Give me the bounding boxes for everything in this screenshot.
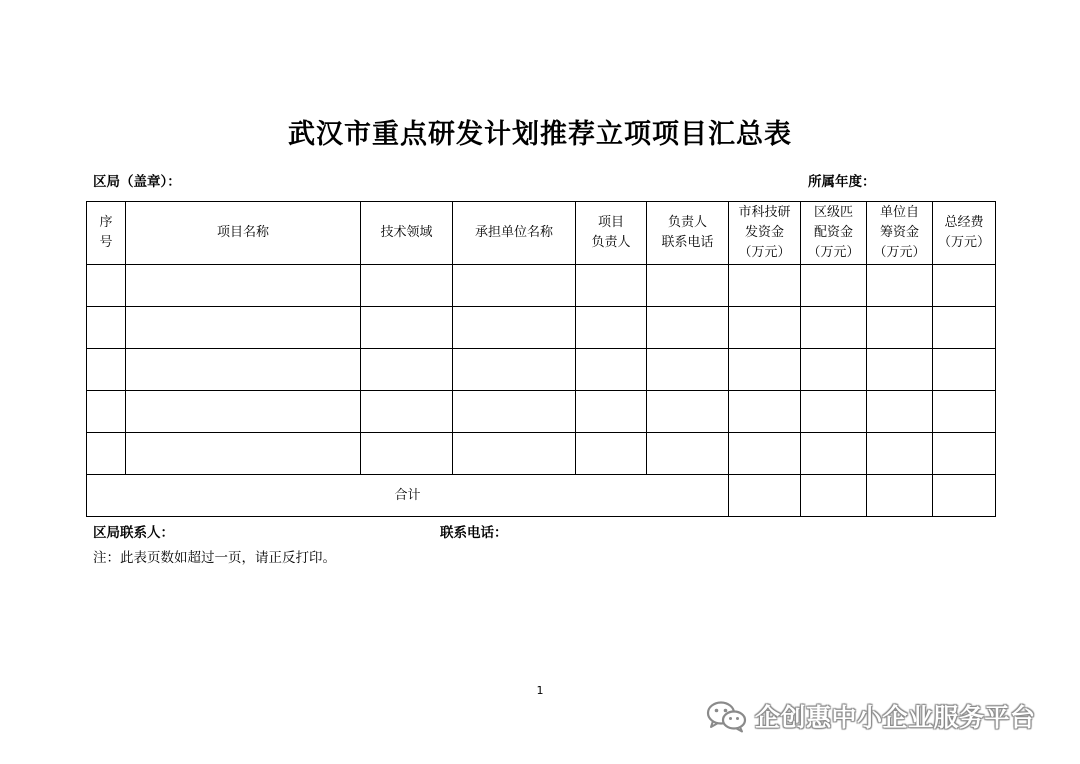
table-row <box>87 265 996 307</box>
table-row <box>87 433 996 475</box>
document-title: 武汉市重点研发计划推荐立项项目汇总表 <box>288 119 792 150</box>
leader-phone-cell[interactable] <box>647 433 729 475</box>
district-funding-cell[interactable] <box>801 265 867 307</box>
leader-phone-cell[interactable] <box>647 265 729 307</box>
self-funding-cell[interactable] <box>867 433 933 475</box>
tech-field-cell[interactable] <box>361 391 453 433</box>
total-district-funding-cell[interactable] <box>801 475 867 517</box>
project-name-cell[interactable] <box>126 391 361 433</box>
leader-cell[interactable] <box>576 265 647 307</box>
serial-cell[interactable] <box>87 391 126 433</box>
unit-name-cell[interactable] <box>453 349 576 391</box>
header-undertaking-unit: 承担单位名称 <box>453 202 576 265</box>
project-name-cell[interactable] <box>126 349 361 391</box>
table-row <box>87 307 996 349</box>
header-tech-field: 技术领域 <box>361 202 453 265</box>
district-funding-cell[interactable] <box>801 391 867 433</box>
unit-name-cell[interactable] <box>453 433 576 475</box>
project-name-cell[interactable] <box>126 265 361 307</box>
contact-phone-label: 联系电话： <box>440 525 508 541</box>
total-funding-cell[interactable] <box>933 265 996 307</box>
self-funding-cell[interactable] <box>867 349 933 391</box>
serial-cell[interactable] <box>87 349 126 391</box>
table-header-row <box>87 202 996 265</box>
unit-name-cell[interactable] <box>453 265 576 307</box>
header-city-funding: 市科技研 发资金 （万元） <box>729 202 801 265</box>
leader-phone-cell[interactable] <box>647 307 729 349</box>
total-funding-cell[interactable] <box>933 307 996 349</box>
header-project-name: 项目名称 <box>126 202 361 265</box>
serial-cell[interactable] <box>87 307 126 349</box>
project-name-cell[interactable] <box>126 307 361 349</box>
header-total-funding: 总经费 （万元） <box>933 202 996 265</box>
self-funding-cell[interactable] <box>867 391 933 433</box>
total-funding-cell[interactable] <box>933 475 996 517</box>
header-self-funding: 单位自 筹资金 （万元） <box>867 202 933 265</box>
city-funding-cell[interactable] <box>729 307 801 349</box>
city-funding-cell[interactable] <box>729 265 801 307</box>
total-funding-cell[interactable] <box>933 433 996 475</box>
header-serial-number: 序 号 <box>87 202 126 265</box>
district-funding-cell[interactable] <box>801 433 867 475</box>
header-district-funding: 区级匹 配资金 （万元） <box>801 202 867 265</box>
total-city-funding-cell[interactable] <box>729 475 801 517</box>
print-note: 注：此表页数如超过一页，请正反打印。 <box>93 550 336 566</box>
total-funding-cell[interactable] <box>933 391 996 433</box>
leader-cell[interactable] <box>576 433 647 475</box>
district-funding-cell[interactable] <box>801 307 867 349</box>
district-stamp-label: 区局（盖章）： <box>93 174 181 190</box>
table-row <box>87 391 996 433</box>
leader-phone-cell[interactable] <box>647 391 729 433</box>
watermark-text: 企创惠中小企业服务平台 <box>755 703 1036 732</box>
leader-phone-cell[interactable] <box>647 349 729 391</box>
project-summary-table <box>86 201 996 517</box>
watermark <box>705 698 1036 734</box>
leader-cell[interactable] <box>576 349 647 391</box>
total-row <box>87 475 996 517</box>
unit-name-cell[interactable] <box>453 307 576 349</box>
year-label: 所属年度： <box>808 174 876 190</box>
page-number: 1 <box>536 684 544 697</box>
leader-cell[interactable] <box>576 307 647 349</box>
table-row <box>87 349 996 391</box>
tech-field-cell[interactable] <box>361 433 453 475</box>
total-self-funding-cell[interactable] <box>867 475 933 517</box>
city-funding-cell[interactable] <box>729 391 801 433</box>
self-funding-cell[interactable] <box>867 307 933 349</box>
wechat-icon <box>705 699 749 733</box>
tech-field-cell[interactable] <box>361 349 453 391</box>
tech-field-cell[interactable] <box>361 307 453 349</box>
leader-cell[interactable] <box>576 391 647 433</box>
district-contact-label: 区局联系人： <box>93 525 174 541</box>
serial-cell[interactable] <box>87 265 126 307</box>
city-funding-cell[interactable] <box>729 349 801 391</box>
header-project-leader: 项目 负责人 <box>576 202 647 265</box>
project-name-cell[interactable] <box>126 433 361 475</box>
total-label-cell: 合计 <box>87 475 729 517</box>
total-funding-cell[interactable] <box>933 349 996 391</box>
serial-cell[interactable] <box>87 433 126 475</box>
self-funding-cell[interactable] <box>867 265 933 307</box>
district-funding-cell[interactable] <box>801 349 867 391</box>
city-funding-cell[interactable] <box>729 433 801 475</box>
unit-name-cell[interactable] <box>453 391 576 433</box>
tech-field-cell[interactable] <box>361 265 453 307</box>
header-leader-phone: 负责人 联系电话 <box>647 202 729 265</box>
